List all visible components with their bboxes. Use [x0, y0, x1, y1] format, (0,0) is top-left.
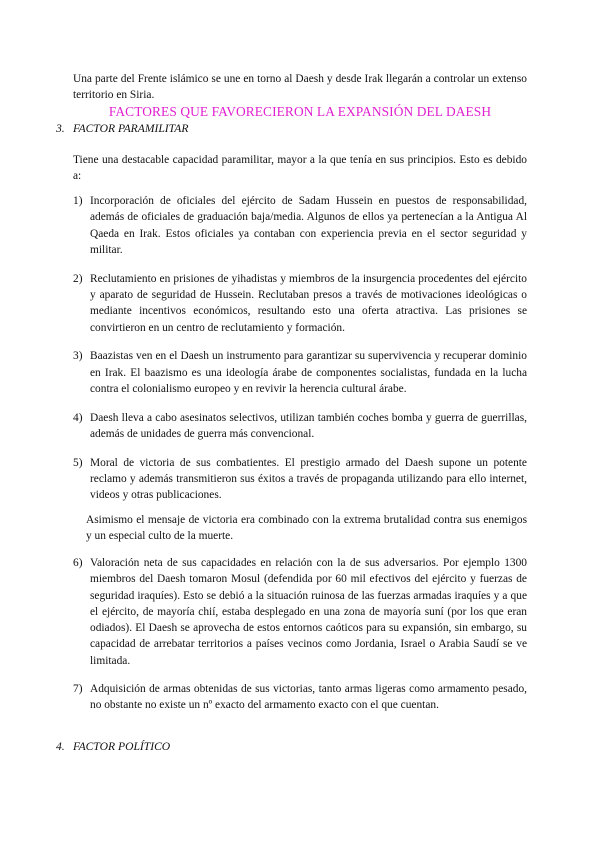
item-number: 6) — [73, 557, 83, 569]
main-heading: FACTORES QUE FAVORECIERON LA EXPANSIÓN DEL DAESH — [108, 104, 492, 119]
list-item — [73, 681, 527, 714]
section-title: FACTOR POLÍTICO — [73, 740, 171, 753]
section-number: 4. — [56, 740, 65, 753]
item-number: 2) — [73, 272, 83, 285]
item-text: Incorporación de oficiales del ejército de Sadam Hussein en puestos de responsabilidad, además de oficiales de graduación baja/media. Algunos de ellos ya pertenecían a la Antigua Al Qaeda en Irak. Estos oficiales ya contaban con experiencia previa en el sector seguridad y militar. — [90, 195, 527, 256]
list-item — [73, 348, 527, 397]
factor-list-continued — [73, 555, 527, 714]
item-number: 7) — [73, 683, 83, 696]
aside-paragraph: Asimismo el mensaje de victoria era combinado con la extrema brutalidad contra sus enemigos y un especial culto de la muerte. — [86, 514, 527, 543]
item-number: 3) — [73, 350, 83, 363]
section-title: FACTOR PARAMILITAR — [73, 122, 189, 135]
list-item — [73, 555, 527, 669]
list-item — [73, 410, 527, 443]
item-text: Adquisición de armas obtenidas de sus victorias, tanto armas ligeras como armamento pesado, no obstante no existe un nº exacto del armamento exacto con el que cuentan. — [90, 683, 527, 712]
factor-list — [73, 193, 527, 504]
section-number: 3. — [56, 122, 65, 135]
item-text: Daesh lleva a cabo asesinatos selectivos, utilizan también coches bomba y guerra de guerrillas, además de unidades de guerra más convencional. — [90, 411, 527, 441]
intro-paragraph: Una parte del Frente islámico se une en torno al Daesh y desde Irak llegarán a controlar un extenso territorio en Siria. — [73, 73, 527, 102]
item-number: 1) — [73, 195, 83, 207]
list-item — [73, 455, 527, 504]
item-number: 5) — [73, 456, 83, 469]
item-text: Valoración neta de sus capacidades en relación con la de sus adversarios. Por ejemplo 1300 miembros del Daesh tomaron Mosul (defendida por 60 mil efectivos del ejército y fuerzas de seguridad iraquíes). Esto se debió a la situación ruinosa de las fuerzas armadas iraquíes y a que el ejército, de mayoría chií, estaba desplegado en una zona de mayoría suní (por los que eran odiados). El Daesh se aprovecha de estos entornos caóticos para su expansión, sin embargo, su capacidad de arrebatar territorios a países vecinos como Jordania, Israel o Arabia Saudí se ve limitada. — [90, 557, 527, 667]
lead-paragraph: Tiene una destacable capacidad paramilitar, mayor a la que tenía en sus principios. Esto es debido a: — [73, 154, 527, 183]
item-number: 4) — [73, 411, 83, 424]
item-text: Reclutamiento en prisiones de yihadistas y miembros de la insurgencia procedentes del ejército y aparato de seguridad de Hussein. Reclutaban presos a través de motivaciones ideológicas o mediante incentivos económicos, resultando esto una oferta atractiva. Las prisiones se convirtieron en un centro de reclutamiento y formación. — [90, 272, 527, 334]
item-text: Baazistas ven en el Daesh un instrumento para garantizar su supervivencia y recuperar dominio en Irak. El baazismo es una ideología árabe de componentes socialistas, fundada en la lucha contra el colonialismo europeo y en revivir la herencia cultural árabe. — [90, 350, 527, 395]
list-item — [73, 271, 527, 336]
item-text: Moral de victoria de sus combatientes. El prestigio armado del Daesh supone un potente reclamo y además transmitieron sus éxitos a través de propaganda utilizando para ello internet, videos y otras publicaciones. — [90, 456, 527, 502]
section-heading-politico — [56, 739, 170, 755]
list-item — [73, 193, 527, 258]
section-heading-paramilitar — [56, 121, 188, 137]
